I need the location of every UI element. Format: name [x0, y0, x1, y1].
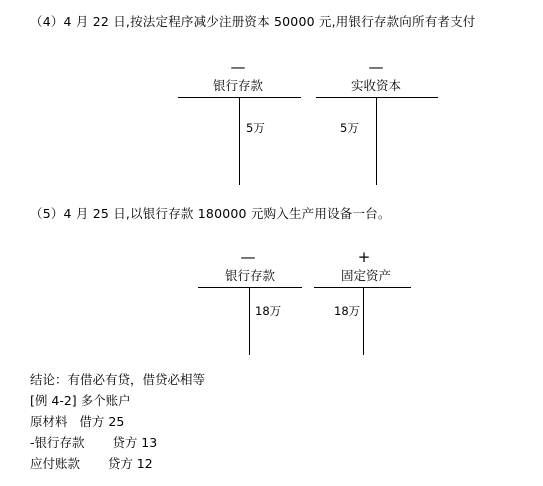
entry5-right-account: 固定资产 — [340, 268, 391, 283]
entry4-left-amount: 5万 — [246, 121, 265, 135]
entry5-right-sign: + — [357, 248, 371, 266]
entry4-heading: （4）4 月 22 日,按法定程序减少注册资本 50000 元,用银行存款向所有者支付 — [30, 14, 476, 29]
entry4-right-t-horizontal — [316, 97, 438, 98]
entry-line-accounts-payable: 应付账款 贷方 12 — [30, 456, 153, 471]
entry5-right-amount: 18万 — [334, 304, 361, 318]
example-label: [例 4-2] 多个账户 — [30, 393, 131, 408]
entry4-left-sign: — — [230, 58, 246, 76]
entry5-right-t-vertical — [363, 287, 364, 355]
entry4-right-amount: 5万 — [340, 121, 359, 135]
conclusion-text: 结论：有借必有贷，借贷必相等 — [30, 372, 206, 387]
entry4-right-account: 实收资本 — [350, 78, 401, 93]
entry4-right-t-vertical — [376, 97, 377, 185]
entry5-left-sign: — — [240, 248, 256, 266]
entry5-left-t-horizontal — [198, 287, 302, 288]
entry5-left-t-vertical — [249, 287, 250, 355]
entry-line-bank-deposit: -银行存款 贷方 13 — [30, 435, 158, 450]
entry4-left-t-vertical — [239, 97, 240, 185]
entry5-heading: （5）4 月 25 日,以银行存款 180000 元购入生产用设备一台。 — [30, 206, 391, 221]
entry4-left-account: 银行存款 — [212, 78, 263, 93]
entry5-left-amount: 18万 — [255, 304, 282, 318]
entry5-left-account: 银行存款 — [224, 268, 275, 283]
entry-line-raw-materials: 原材料 借方 25 — [30, 414, 125, 429]
entry4-right-sign: — — [368, 58, 384, 76]
